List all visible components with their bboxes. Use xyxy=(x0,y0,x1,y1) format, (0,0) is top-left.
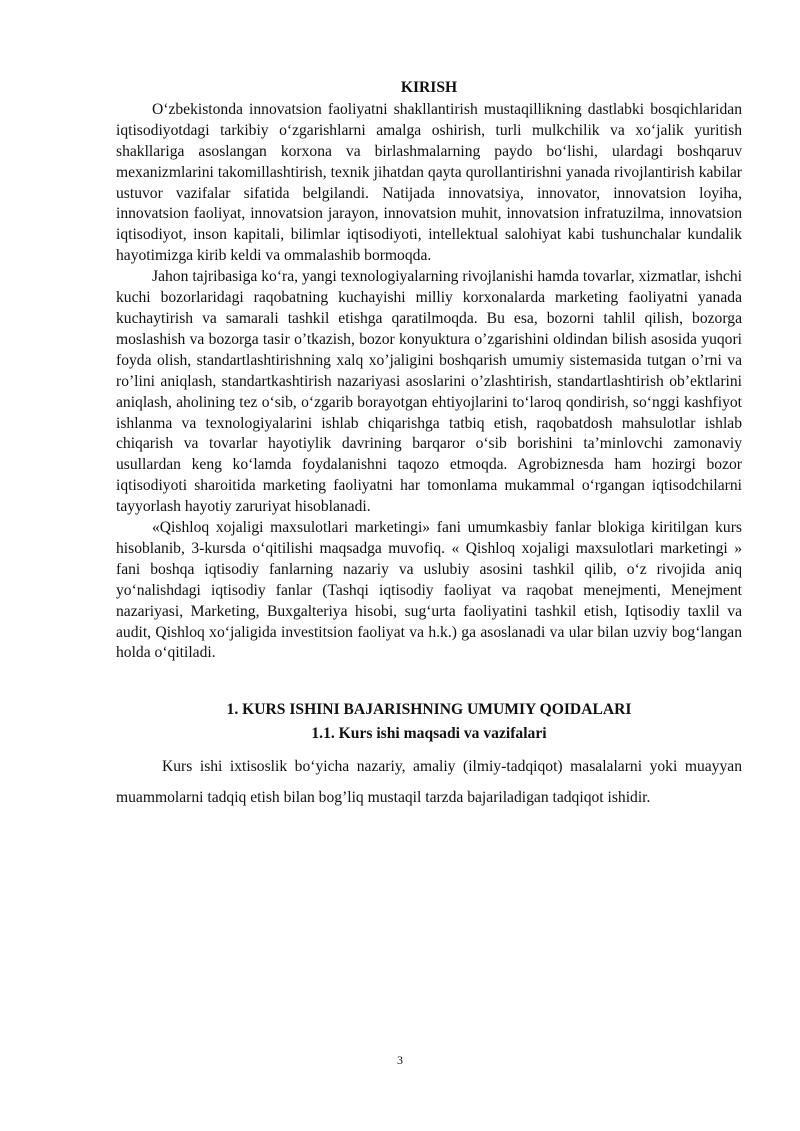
subsection-paragraph: Kurs ishi ixtisoslik bo‘yicha nazariy, amaliy (ilmiy-tadqiqot) masalalarni yoki muayyan muammolarni tadqiq etish bilan bog’liq mustaqil tarzda bajariladigan tadqiqot ishidir. xyxy=(116,758,742,807)
intro-paragraph-1: O‘zbekistonda innovatsion faoliyatni shakllantirish mustaqillikning dastlabki bosqichlaridan iqtisodiyotdagi tarkibiy o‘zgarishlarni amalga oshirish, turli mulkchilik va xo‘jalik yuritish shakllariga asoslangan korxona va birlashmalarning paydo bo‘lishi, ulardagi boshqaruv mexanizmlarini takomillashtirish, texnik jihatdan qayta qurollantirishni yanada rivojlantirish kabilar ustuvor vazifalar sifatida belgilandi. Natijada innovatsiya, innovator, innovatsion loyiha, innovatsion faoliyat, innovatsion jarayon, innovatsion muhit, innovatsion infratuzilma, innovatsion iqtisodiyot, inson kapitali, bilimlar iqtisodiyoti, intellektual salohiyat kabi tushunchalar kundalik hayotimizga kirib keldi va ommalashib bormoqda. xyxy=(116,100,742,265)
page-number: 3 xyxy=(397,1053,403,1067)
intro-paragraph-2: Jahon tajribasiga ko‘ra, yangi texnologiyalarning rivojlanishi hamda tovarlar, xizmatlar, ishchi kuchi bozorlaridagi raqobatning kuchayishi milliy korxonalarda marketing faoliyatni yanada kuchaytirish va samarali tashkil etishga qaratilmoqda. Bu esa, bozorni tahlil qilish, bozorga moslashish va bozorga tasir o’tkazish, bozor konyuktura o’zgarishini oldindan bilish asosida yuqori foyda olish, standartlashtirishning xalq xo’jaligini boshqarish umumiy sistemasida tutgan o’rni va ro’lini aniqlash, standartkashtirish nazariyasi asoslarini o’zlashtirish, standartlashtirish ob’ektlarini aniqlash, aholining tez o‘sib, o‘zgarib borayotgan ehtiyojlarini to‘laroq qondirish, so‘nggi kashfiyot ishlanma va texnologiyalarini ishlab chiqarishga tatbiq etish, raqobatdosh mahsulotlar ishlab chiqarish va tovarlar hayotiylik davrining barqaror o‘sib borishini ta’minlovchi zamonaviy usullardan keng ko‘lamda foydalanishni taqozo etmoqda. Agrobiznesda ham hozirgi bozor iqtisodiyoti sharoitida marketing faoliyatni har tomonlama mukammal o‘rgangan iqtisodchilarni tayyorlash hayotiy zaruriyat hisoblanadi. xyxy=(116,268,742,516)
intro-paragraph-3: «Qishloq xojaligi maxsulotlari marketingi» fani umumkasbiy fanlar blokiga kiritilgan kurs hisoblanib, 3-kursda o‘qitilishi maqsadga muvofiq. « Qishloq xojaligi maxsulotlari marketingi » fani boshqa iqtisodiy fanlarning nazariy va uslubiy asosini tashkil qilib, o‘z rivojida aniq yo‘nalishdagi iqtisodiy fanlar (Tashqi iqtisodiy faoliyat va raqobat menejmenti, Menejment nazariyasi, Marketing, Buxgalteriya hisobi, sug‘urta faoliyatini tashkil etish, Iqtisodiy taxlil va audit, Qishloq xo‘jaligida investitsion faoliyat va h.k.) ga asoslanadi va ular bilan uzviy bog‘langan holda o‘qitiladi. xyxy=(116,519,742,662)
page-content xyxy=(116,78,742,813)
section-heading: 1. KURS ISHINI BAJARISHNING UMUMIY QOIDALARI xyxy=(226,701,632,719)
page-title: KIRISH xyxy=(400,79,458,96)
subsection-heading: 1.1. Kurs ishi maqsadi va vazifalari xyxy=(311,725,547,743)
